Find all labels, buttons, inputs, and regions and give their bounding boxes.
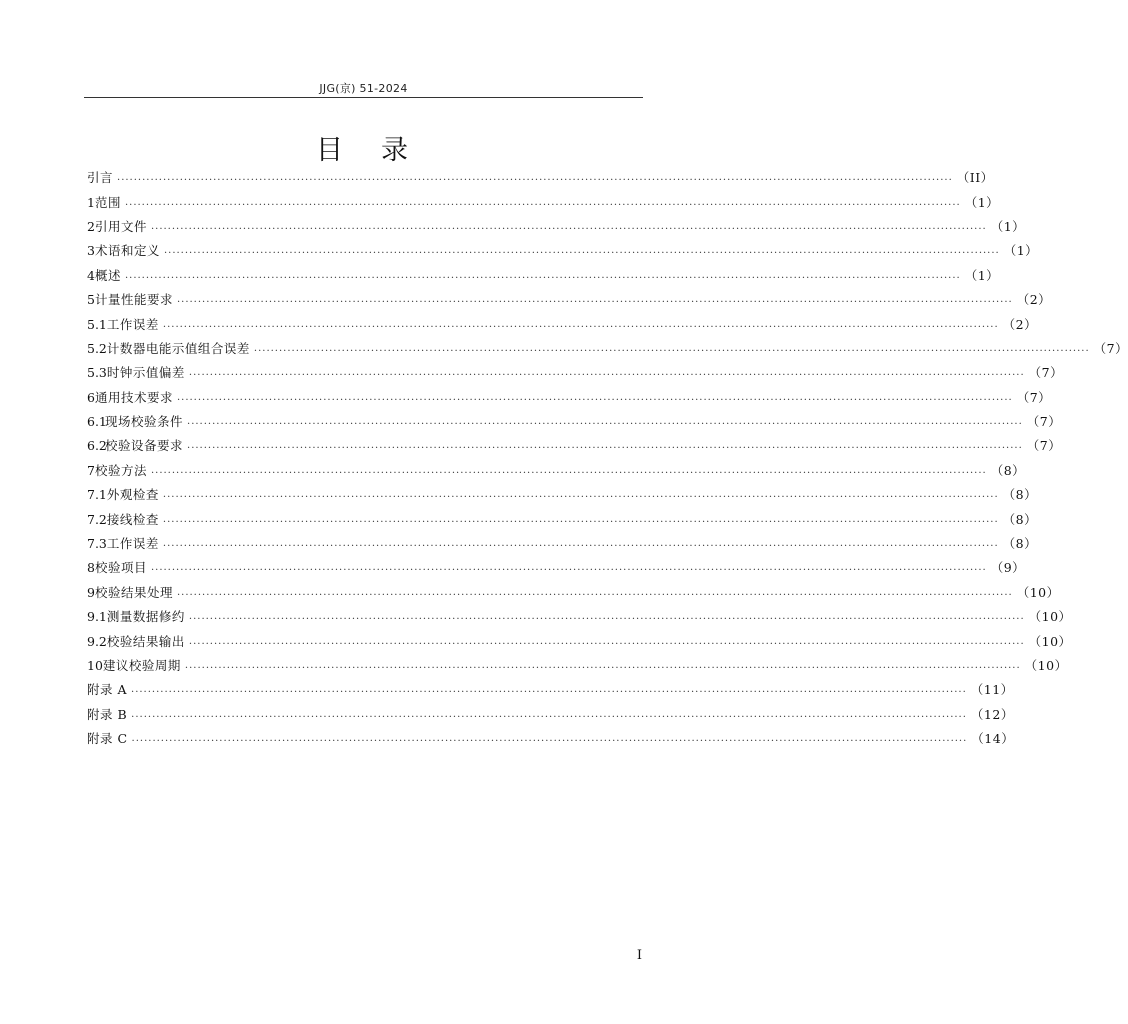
- toc-entry-label: 时钟示值偏差: [106, 365, 185, 381]
- toc-entry[interactable]: [87, 190, 1000, 214]
- toc-entry-label: 校验项目: [94, 560, 147, 576]
- toc-entry[interactable]: [87, 532, 1038, 556]
- toc-entry-number: 4: [87, 267, 95, 283]
- toc-leader-dots: ........................................................................................................................................................................................................: [131, 733, 968, 745]
- toc-leader-dots: ........................................................................................................................................................................................................: [188, 611, 1025, 623]
- toc-entry-number: 6: [87, 389, 95, 405]
- toc-entry-number: 8: [87, 560, 95, 576]
- toc-entry[interactable]: [87, 166, 994, 190]
- toc-leader-dots: ........................................................................................................................................................................................................: [162, 538, 999, 550]
- toc-entry-number: 5.1: [87, 316, 107, 332]
- page-title: [0, 128, 724, 167]
- toc-leader-dots: ........................................................................................................................................................................................................: [253, 342, 1090, 354]
- toc-entry-label: 附录 C: [87, 731, 128, 747]
- toc-entry[interactable]: [87, 215, 1026, 239]
- toc-entry-number: 7.1: [87, 487, 107, 503]
- toc-entry[interactable]: [87, 288, 1052, 312]
- toc-entry-page: （8）: [1002, 511, 1038, 527]
- toc-entry-label: 工作误差: [106, 316, 159, 332]
- toc-entry[interactable]: [87, 507, 1038, 531]
- toc-entry-label: 计量性能要求: [94, 292, 173, 308]
- toc-entry-label: 附录 B: [87, 706, 128, 722]
- toc-entry[interactable]: [87, 483, 1038, 507]
- toc-entry-label: 接线检查: [106, 511, 159, 527]
- toc-entry-label: 校验设备要求: [105, 438, 184, 454]
- toc-entry-page: （2）: [1002, 316, 1038, 332]
- toc-entry-label: 校验结果输出: [106, 633, 185, 649]
- toc-entry[interactable]: [87, 678, 1014, 702]
- toc-entry-number: 9.2: [87, 633, 107, 649]
- toc-entry-label: 附录 A: [87, 682, 128, 698]
- title-char-left: 目: [316, 135, 343, 166]
- toc-entry-page: （1）: [964, 267, 1000, 283]
- toc-entry-number: 7: [87, 462, 95, 478]
- toc-entry-page: （8）: [1002, 487, 1038, 503]
- toc-entry-page: （7）: [1016, 389, 1052, 405]
- toc-entry-number: 1: [87, 194, 95, 210]
- toc-leader-dots: ........................................................................................................................................................................................................: [124, 196, 961, 208]
- toc-entry[interactable]: [87, 239, 1039, 263]
- toc-entry[interactable]: [87, 581, 1060, 605]
- toc-entry-number: 7.3: [87, 536, 107, 552]
- toc-entry-page: （1）: [1003, 243, 1039, 259]
- toc-leader-dots: ........................................................................................................................................................................................................: [187, 416, 1023, 428]
- toc-leader-dots: ........................................................................................................................................................................................................: [131, 684, 967, 696]
- toc-entry-page: （7）: [1026, 414, 1062, 430]
- title-char-right: 录: [381, 135, 408, 166]
- page-number: I: [636, 948, 642, 963]
- toc-entry-label: 校验方法: [94, 462, 147, 478]
- toc-entry[interactable]: [87, 410, 1062, 434]
- header-rule: [84, 97, 643, 98]
- toc-entry-label: 概述: [94, 267, 121, 283]
- toc-entry-label: 引用文件: [94, 218, 147, 234]
- toc-leader-dots: ........................................................................................................................................................................................................: [188, 635, 1025, 647]
- toc-entry-page: （8）: [990, 462, 1026, 478]
- toc-leader-dots: ........................................................................................................................................................................................................: [150, 562, 987, 574]
- toc-entry-label: 计数器电能示值组合误差: [106, 340, 250, 356]
- toc-entry-label: 范围: [94, 194, 121, 210]
- toc-leader-dots: ........................................................................................................................................................................................................: [150, 220, 987, 232]
- toc-entry-page: （7）: [1026, 438, 1062, 454]
- toc-entry-page: （2）: [1016, 292, 1052, 308]
- toc-entry[interactable]: [87, 337, 1128, 361]
- toc-entry-label: 通用技术要求: [94, 389, 173, 405]
- toc-entry-page: （9）: [990, 560, 1026, 576]
- toc-entry[interactable]: [87, 361, 1064, 385]
- toc-entry-page: （10）: [1024, 658, 1068, 673]
- toc-entry[interactable]: [87, 264, 1000, 288]
- toc-leader-dots: ........................................................................................................................................................................................................: [124, 269, 961, 281]
- toc-entry-number: 6.1: [87, 414, 107, 430]
- toc-entry-page: （1）: [964, 194, 1000, 210]
- toc-entry-label: 建议校验周期: [102, 658, 181, 673]
- toc-entry[interactable]: [87, 556, 1026, 580]
- toc-leader-dots: ........................................................................................................................................................................................................: [117, 172, 953, 184]
- toc-leader-dots: ........................................................................................................................................................................................................: [163, 245, 1000, 257]
- toc-entry-page: （1）: [990, 218, 1026, 234]
- toc-entry-number: 5: [87, 292, 95, 308]
- toc-entry-number: 5.2: [87, 340, 107, 356]
- toc-entry-page: （8）: [1002, 536, 1038, 552]
- toc-entry-number: 7.2: [87, 511, 107, 527]
- toc-leader-dots: ........................................................................................................................................................................................................: [184, 660, 1021, 671]
- toc-entry-page: （10）: [1028, 633, 1072, 649]
- running-header: JJG(京) 51-2024: [319, 82, 408, 95]
- toc-entry[interactable]: [87, 654, 1068, 678]
- table-of-contents: [87, 166, 1128, 751]
- toc-entry-page: （II）: [956, 170, 994, 186]
- toc-entry-label: 工作误差: [106, 536, 159, 552]
- toc-entry-number: 10: [87, 658, 103, 673]
- toc-leader-dots: ........................................................................................................................................................................................................: [176, 294, 1013, 306]
- toc-entry[interactable]: [87, 727, 1015, 751]
- toc-entry-number: 2: [87, 218, 95, 234]
- toc-entry[interactable]: [87, 629, 1072, 653]
- toc-leader-dots: ........................................................................................................................................................................................................: [150, 464, 987, 476]
- toc-entry-number: 9.1: [87, 609, 107, 625]
- toc-entry[interactable]: [87, 459, 1026, 483]
- toc-entry-label: 现场校验条件: [105, 414, 184, 430]
- toc-entry[interactable]: [87, 386, 1052, 410]
- toc-entry-number: 5.3: [87, 365, 107, 381]
- toc-leader-dots: ........................................................................................................................................................................................................: [176, 391, 1013, 403]
- toc-entry-page: （7）: [1028, 365, 1064, 381]
- toc-entry-page: （14）: [971, 731, 1015, 747]
- toc-entry-page: （10）: [1016, 584, 1060, 600]
- toc-leader-dots: ........................................................................................................................................................................................................: [162, 318, 999, 330]
- toc-entry-number: 6.2: [87, 438, 107, 454]
- toc-leader-dots: ........................................................................................................................................................................................................: [188, 367, 1025, 379]
- toc-entry[interactable]: [87, 605, 1072, 629]
- toc-entry-label: 外观检查: [106, 487, 159, 503]
- toc-leader-dots: ........................................................................................................................................................................................................: [131, 708, 967, 720]
- toc-entry-label: 校验结果处理: [94, 584, 173, 600]
- toc-entry-number: 9: [87, 584, 95, 600]
- toc-leader-dots: ........................................................................................................................................................................................................: [187, 440, 1023, 452]
- toc-leader-dots: ........................................................................................................................................................................................................: [162, 513, 999, 525]
- toc-entry-page: （7）: [1093, 340, 1128, 356]
- toc-entry-label: 测量数据修约: [106, 609, 185, 625]
- toc-entry-page: （10）: [1028, 609, 1072, 625]
- toc-entry-page: （11）: [970, 682, 1014, 698]
- toc-entry[interactable]: [87, 312, 1038, 336]
- toc-entry-page: （12）: [970, 706, 1014, 722]
- toc-entry[interactable]: [87, 703, 1014, 727]
- toc-entry-label: 术语和定义: [94, 243, 160, 259]
- toc-entry-label: 引言: [87, 170, 114, 186]
- toc-leader-dots: ........................................................................................................................................................................................................: [176, 586, 1013, 598]
- toc-entry[interactable]: [87, 434, 1062, 458]
- toc-leader-dots: ........................................................................................................................................................................................................: [162, 489, 999, 501]
- toc-entry-number: 3: [87, 243, 95, 259]
